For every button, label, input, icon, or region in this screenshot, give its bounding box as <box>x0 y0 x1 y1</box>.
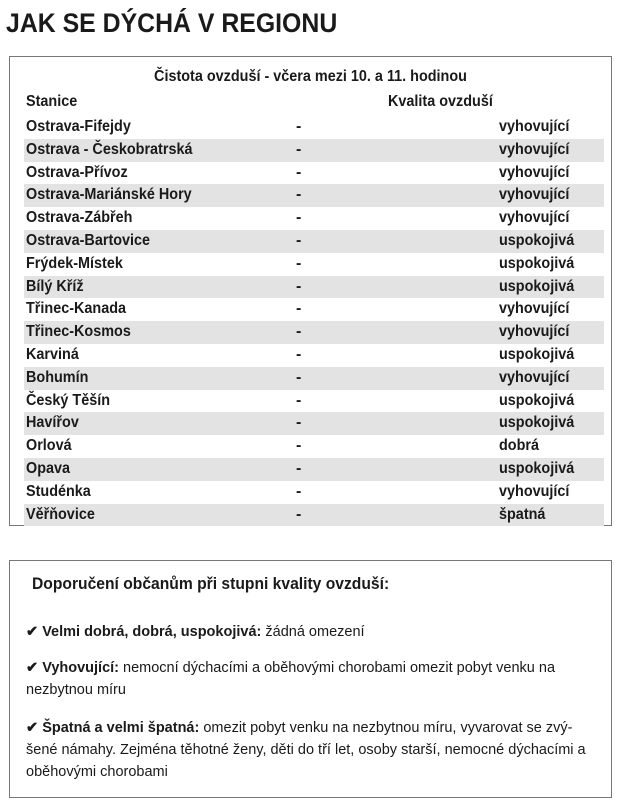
station-name: Ostrava-Zábřeh <box>26 209 133 227</box>
table-row <box>24 162 604 185</box>
row-separator: - <box>296 277 302 295</box>
row-separator: - <box>296 118 302 135</box>
quality-value: vyhovující <box>499 163 570 181</box>
quality-value: vyhovující <box>499 140 570 158</box>
column-header-station: Stanice <box>26 93 78 110</box>
quality-value: vyhovující <box>499 209 570 227</box>
recommendation-item <box>26 621 596 643</box>
quality-value: špatná <box>499 505 546 523</box>
column-header-quality: Kvalita ovzduší <box>388 93 493 110</box>
recommendation-item <box>26 657 596 701</box>
row-separator: - <box>296 368 302 386</box>
table-row <box>24 367 604 390</box>
row-separator: - <box>296 300 302 318</box>
station-name: Ostrava-Fifejdy <box>26 118 131 135</box>
quality-value: uspokojivá <box>499 391 575 409</box>
check-icon: ✔ <box>26 720 39 736</box>
station-name: Frýdek-Místek <box>26 254 123 272</box>
recommendation-label: Vyhovující: <box>42 660 119 676</box>
table-row <box>24 298 604 321</box>
table-row <box>24 321 604 344</box>
quality-value: uspokojivá <box>499 459 575 477</box>
row-separator: - <box>296 391 302 409</box>
station-name: Třinec-Kosmos <box>26 323 131 341</box>
quality-value: uspokojivá <box>499 254 575 272</box>
station-name: Ostrava - Českobratrská <box>26 140 193 158</box>
station-name: Český Těšín <box>26 391 111 409</box>
table-row <box>24 253 604 276</box>
check-icon: ✔ <box>26 624 39 640</box>
table-row <box>24 207 604 230</box>
row-separator: - <box>296 345 302 363</box>
recommendation-item <box>26 717 596 783</box>
quality-value: vyhovující <box>499 323 570 341</box>
recommendation-label: Velmi dobrá, dobrá, uspokojivá: <box>42 624 262 640</box>
row-separator: - <box>296 437 302 455</box>
row-separator: - <box>296 482 302 500</box>
headline: JAK SE DÝCHÁ V REGIONU <box>6 8 338 38</box>
station-name: Ostrava-Mariánské Hory <box>26 186 192 204</box>
row-separator: - <box>296 231 302 249</box>
row-separator: - <box>296 140 302 158</box>
row-separator: - <box>296 186 302 204</box>
table-row <box>24 435 604 458</box>
quality-value: vyhovující <box>499 186 570 204</box>
station-name: Karviná <box>26 345 79 363</box>
recommendations-title: Doporučení občanům při stupni kvality ovzduší: <box>32 574 390 593</box>
quality-value: vyhovující <box>499 300 570 318</box>
table-row <box>24 139 604 162</box>
table-row <box>24 344 604 367</box>
quality-value: uspokojivá <box>499 414 575 432</box>
row-separator: - <box>296 254 302 272</box>
table-row <box>24 458 604 481</box>
row-separator: - <box>296 505 302 523</box>
table-row <box>24 390 604 413</box>
table-row <box>24 481 604 504</box>
quality-value: vyhovující <box>499 118 570 135</box>
quality-value: vyhovující <box>499 368 570 386</box>
quality-value: vyhovující <box>499 482 570 500</box>
station-name: Ostrava-Přívoz <box>26 163 128 181</box>
station-name: Havířov <box>26 414 79 432</box>
table-row <box>24 504 604 527</box>
table-row <box>24 116 604 139</box>
recommendation-label: Špatná a velmi špatná: <box>42 720 200 736</box>
row-separator: - <box>296 323 302 341</box>
quality-value: uspokojivá <box>499 231 575 249</box>
quality-value: dobrá <box>499 437 540 455</box>
table-row <box>24 276 604 299</box>
table-subtitle: Čistota ovzduší - včera mezi 10. a 11. hodinou <box>154 68 467 85</box>
quality-value: uspokojivá <box>499 345 575 363</box>
row-separator: - <box>296 414 302 432</box>
station-name: Bohumín <box>26 368 89 386</box>
station-name: Třinec-Kanada <box>26 300 127 318</box>
row-separator: - <box>296 163 302 181</box>
row-separator: - <box>296 209 302 227</box>
recommendation-text: omezit pobyt venku na nezbytnou míru, vyvarovat se zvý-šené námahy. Zejména těhotné ženy, děti do tří let, osoby starší, nemocné dýchacími a oběhovými chorobami <box>26 720 586 780</box>
table-row <box>24 184 604 207</box>
station-name: Studénka <box>26 482 91 500</box>
table-row <box>24 412 604 435</box>
table-row <box>24 230 604 253</box>
quality-value: uspokojivá <box>499 277 575 295</box>
station-name: Orlová <box>26 437 72 455</box>
station-name: Ostrava-Bartovice <box>26 231 151 249</box>
row-separator: - <box>296 459 302 477</box>
air-quality-table-box <box>9 56 612 526</box>
recommendations-box <box>9 560 612 798</box>
recommendation-text: žádná omezení <box>265 624 365 640</box>
recommendation-text: nemocní dýchacími a oběhovými chorobami omezit pobyt venku na nezbytnou míru <box>26 660 556 698</box>
station-name: Věřňovice <box>26 505 95 523</box>
table-rows <box>24 116 604 526</box>
check-icon: ✔ <box>26 660 39 676</box>
station-name: Bílý Kříž <box>26 277 84 295</box>
station-name: Opava <box>26 459 71 477</box>
